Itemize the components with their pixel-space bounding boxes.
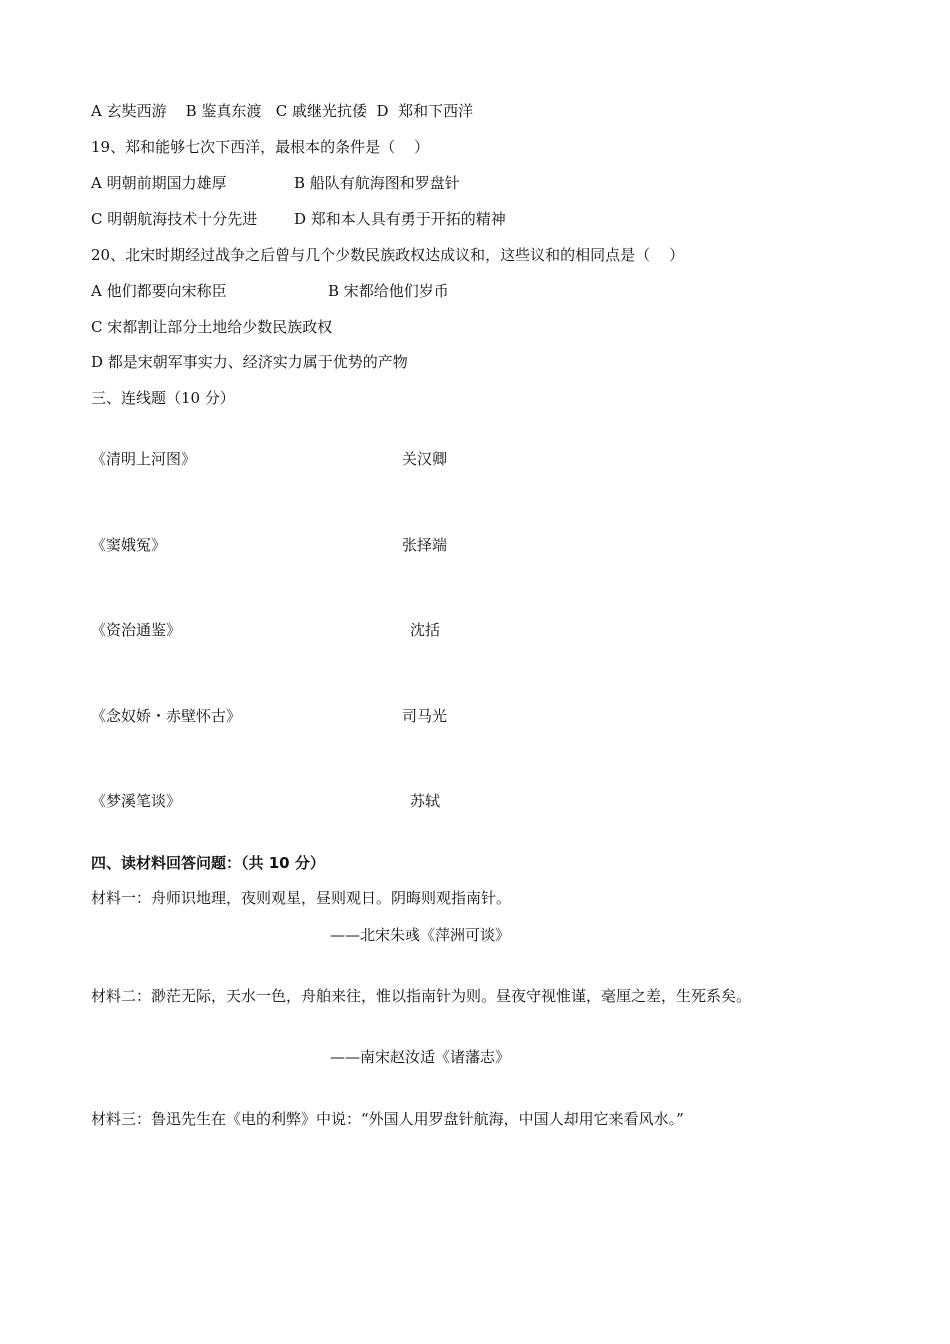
match-right-4: 司马光 xyxy=(402,707,448,725)
q20-stem: 20、北宋时期经过战争之后曾与几个少数民族政权达成议和，这些议和的相同点是（ ） xyxy=(91,246,685,264)
q18-options: A 玄奘西游 B 鉴真东渡 C 戚继光抗倭 D 郑和下西洋 xyxy=(91,102,474,120)
q19-option-c: C 明朝航海技术十分先进 xyxy=(91,210,258,228)
q20-option-c: C 宋都割让部分土地给少数民族政权 xyxy=(91,318,333,336)
match-left-5: 《梦溪笔谈》 xyxy=(91,792,182,810)
q20-option-b: B 宋都给他们岁币 xyxy=(328,282,449,300)
match-right-3: 沈括 xyxy=(410,621,441,639)
material-1-source: ——北宋朱彧《萍洲可谈》 xyxy=(330,926,511,944)
match-left-2: 《窦娥冤》 xyxy=(91,536,167,554)
match-left-4: 《念奴娇・赤壁怀古》 xyxy=(91,707,242,725)
q19-option-a: A 明朝前期国力雄厚 xyxy=(91,174,227,192)
material-2: 材料二：渺茫无际，天水一色，舟舶来往，惟以指南针为则。昼夜守视惟谨，毫厘之差，生死系矣。 xyxy=(91,987,752,1005)
section3-title: 三、连线题（10 分） xyxy=(91,389,235,407)
section4-title: 四、读材料回答问题：（共 10 分） xyxy=(91,854,325,872)
material-2-source: ——南宋赵汝适《诸藩志》 xyxy=(330,1048,511,1066)
material-3: 材料三：鲁迅先生在《电的利弊》中说：“外国人用罗盘针航海，中国人却用它来看风水。” xyxy=(91,1110,684,1128)
q19-option-b: B 船队有航海图和罗盘针 xyxy=(294,174,460,192)
match-left-3: 《资治通鉴》 xyxy=(91,621,182,639)
match-right-5: 苏轼 xyxy=(410,792,441,810)
q19-option-d: D 郑和本人具有勇于开拓的精神 xyxy=(294,210,506,228)
q19-stem: 19、郑和能够七次下西洋，最根本的条件是（ ） xyxy=(91,138,430,156)
match-right-2: 张择端 xyxy=(402,536,448,554)
q20-option-a: A 他们都要向宋称臣 xyxy=(91,282,227,300)
match-right-1: 关汉卿 xyxy=(402,450,448,468)
material-1: 材料一：舟师识地理，夜则观星，昼则观日。阴晦则观指南针。 xyxy=(91,889,512,907)
match-left-1: 《清明上河图》 xyxy=(91,450,197,468)
q20-option-d: D 都是宋朝军事实力、经济实力属于优势的产物 xyxy=(91,353,408,371)
